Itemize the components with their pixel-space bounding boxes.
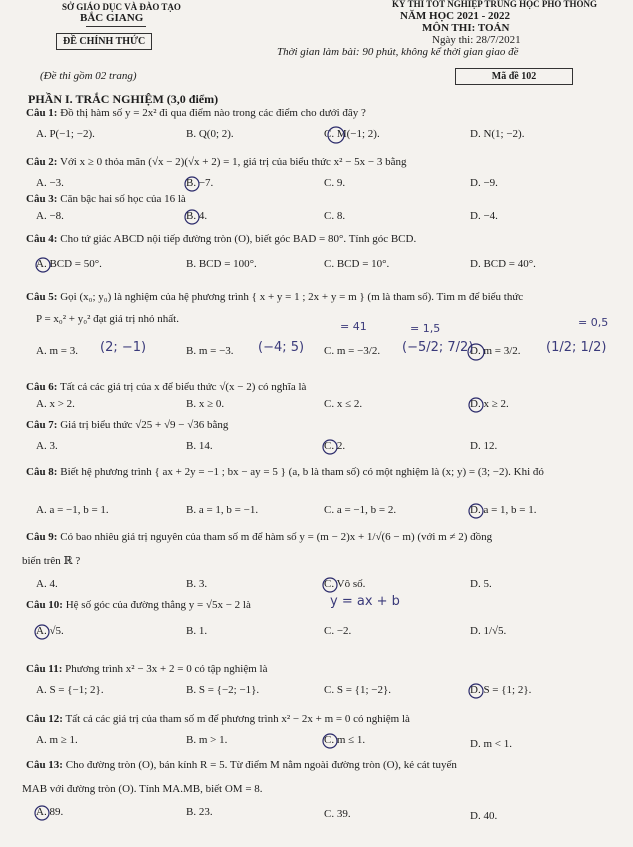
q13-option-d[interactable]: D. 40. [470, 810, 498, 822]
question-8: Câu 8: Biết hệ phương trình { ax + 2y = −1 ; bx − ay = 5 } (a, b là tham số) có một nghiệm là (x; y) = (3; −2). Khi đó [26, 466, 544, 478]
q3-option-b[interactable]: B. 4. [186, 210, 208, 222]
department-name: SỞ GIÁO DỤC VÀ ĐÀO TẠO [62, 2, 181, 12]
question-4: Câu 4: Cho tứ giác ABCD nội tiếp đường tròn (O), biết góc BAD = 80°. Tính góc BCD. [26, 233, 417, 245]
q11-option-c[interactable]: C. S = {1; −2}. [324, 684, 391, 696]
exam-duration: Thời gian làm bài: 90 phút, không kể thời gian giao đề [277, 46, 519, 58]
q13-option-c[interactable]: C. 39. [324, 808, 351, 820]
q9-option-c[interactable]: C. Vô số. [324, 578, 366, 590]
q12-option-d[interactable]: D. m < 1. [470, 738, 512, 750]
q7-option-c[interactable]: C. 2. [324, 440, 346, 452]
handwritten-note-q5-15: = 1,5 [410, 322, 441, 335]
q6-option-c[interactable]: C. x ≤ 2. [324, 398, 363, 410]
school-year: NĂM HỌC 2021 - 2022 [400, 10, 510, 22]
handwritten-note-q10: y = ax + b [330, 594, 400, 609]
exam-title: KỲ THI TỐT NGHIỆP TRUNG HỌC PHỔ THÔNG [392, 0, 597, 9]
q9-option-d[interactable]: D. 5. [470, 578, 492, 590]
q12-option-a[interactable]: A. m ≥ 1. [36, 734, 78, 746]
question-5: Câu 5: Gọi (x₀; y₀) là nghiệm của hệ phương trình { x + y = 1 ; 2x + y = m } (m là tham số). Tìm m để biểu thức [26, 291, 524, 303]
handwritten-note-q5-a: (2; −1) [100, 340, 147, 355]
handwritten-note-q5-c: (−5/2; 7/2) [402, 340, 474, 355]
q2-option-d[interactable]: D. −9. [470, 177, 498, 189]
q8-option-d[interactable]: D. a = 1, b = 1. [470, 504, 537, 516]
q11-option-b[interactable]: B. S = {−2; −1}. [186, 684, 260, 696]
question-5-continued: P = x₀² + y₀² đạt giá trị nhỏ nhất. [36, 313, 179, 325]
q10-option-c[interactable]: C. −2. [324, 625, 352, 637]
q1-option-c[interactable]: C. M(−1; 2). [324, 128, 380, 140]
q3-option-d[interactable]: D. −4. [470, 210, 498, 222]
q3-option-a[interactable]: A. −8. [36, 210, 64, 222]
q4-option-d[interactable]: D. BCD = 40°. [470, 258, 536, 270]
q3-option-c[interactable]: C. 8. [324, 210, 346, 222]
question-3: Câu 3: Căn bậc hai số học của 16 là [26, 193, 186, 205]
q8-option-a[interactable]: A. a = −1, b = 1. [36, 504, 109, 516]
q4-option-c[interactable]: C. BCD = 10°. [324, 258, 390, 270]
province-name: BẮC GIANG [80, 12, 144, 24]
q13-option-a[interactable]: A. 89. [36, 806, 64, 818]
q2-option-c[interactable]: C. 9. [324, 177, 346, 189]
question-7: Câu 7: Giá trị biểu thức √25 + √9 − √36 bằng [26, 419, 229, 431]
handwritten-note-q5-d: (1/2; 1/2) [546, 340, 607, 355]
q7-option-d[interactable]: D. 12. [470, 440, 498, 452]
q11-option-d[interactable]: D. S = {1; 2}. [470, 684, 532, 696]
q7-option-a[interactable]: A. 3. [36, 440, 58, 452]
q13-option-b[interactable]: B. 23. [186, 806, 213, 818]
q9-option-a[interactable]: A. 4. [36, 578, 58, 590]
q10-option-a[interactable]: A. √5. [36, 625, 64, 637]
q8-option-c[interactable]: C. a = −1, b = 2. [324, 504, 397, 516]
q1-option-a[interactable]: A. P(−1; −2). [36, 128, 95, 140]
question-13: Câu 13: Cho đường tròn (O), bán kính R = 5. Từ điểm M nằm ngoài đường tròn (O), kẻ cát tuyến [26, 759, 457, 771]
question-1: Câu 1: Đồ thị hàm số y = 2x² đi qua điểm nào trong các điểm cho dưới đây ? [26, 107, 366, 119]
q6-option-b[interactable]: B. x ≥ 0. [186, 398, 225, 410]
q10-option-d[interactable]: D. 1/√5. [470, 625, 507, 637]
q2-option-a[interactable]: A. −3. [36, 177, 64, 189]
q5-option-b[interactable]: B. m = −3. [186, 345, 234, 357]
exam-date: Ngày thi: 28/7/2021 [432, 34, 521, 46]
q1-option-b[interactable]: B. Q(0; 2). [186, 128, 234, 140]
section-title: PHẦN I. TRẮC NGHIỆM (3,0 điểm) [28, 92, 219, 106]
q9-option-b[interactable]: B. 3. [186, 578, 208, 590]
q2-option-b[interactable]: B. −7. [186, 177, 214, 189]
q1-option-d[interactable]: D. N(1; −2). [470, 128, 525, 140]
q5-option-d[interactable]: D. m = 3/2. [470, 345, 521, 357]
question-13-continued: MAB với đường tròn (O). Tính MA.MB, biết OM = 8. [22, 783, 263, 795]
q11-option-a[interactable]: A. S = {−1; 2}. [36, 684, 104, 696]
question-2: Câu 2: Với x ≥ 0 thỏa mãn (√x − 2)(√x + 2) = 1, giá trị của biểu thức x² − 5x − 3 bằng [26, 156, 407, 168]
question-9-continued: biến trên ℝ ? [22, 555, 81, 567]
q5-option-c[interactable]: C. m = −3/2. [324, 345, 381, 357]
q8-option-b[interactable]: B. a = 1, b = −1. [186, 504, 259, 516]
q4-option-b[interactable]: B. BCD = 100°. [186, 258, 257, 270]
q6-option-d[interactable]: D. x ≥ 2. [470, 398, 509, 410]
q5-option-a[interactable]: A. m = 3. [36, 345, 78, 357]
q4-option-a[interactable]: A. BCD = 50°. [36, 258, 102, 270]
q10-option-b[interactable]: B. 1. [186, 625, 208, 637]
header-rule-left [86, 26, 146, 27]
question-10: Câu 10: Hệ số góc của đường thẳng y = √5x − 2 là [26, 599, 251, 611]
q12-option-b[interactable]: B. m > 1. [186, 734, 228, 746]
q7-option-b[interactable]: B. 14. [186, 440, 213, 452]
question-12: Câu 12: Tất cả các giá trị của tham số m để phương trình x² − 2x + m = 0 có nghiệm là [26, 713, 410, 725]
question-6: Câu 6: Tất cả các giá trị của x để biểu thức √(x − 2) có nghĩa là [26, 381, 307, 393]
q12-option-c[interactable]: C. m ≤ 1. [324, 734, 366, 746]
exam-code-badge: Mã đề 102 [455, 68, 573, 85]
pages-note: (Đề thi gồm 02 trang) [40, 70, 137, 82]
q6-option-a[interactable]: A. x > 2. [36, 398, 75, 410]
handwritten-note-q5-41: = 41 [340, 320, 367, 333]
question-9: Câu 9: Có bao nhiêu giá trị nguyên của tham số m để hàm số y = (m − 2)x + 1/√(6 − m) (với m ≠ 2) đồng [26, 531, 493, 543]
handwritten-note-q5-b: (−4; 5) [258, 340, 305, 355]
official-badge: ĐỀ CHÍNH THỨC [56, 33, 152, 50]
question-11: Câu 11: Phương trình x² − 3x + 2 = 0 có tập nghiệm là [26, 663, 268, 675]
handwritten-note-q5-05: = 0,5 [578, 316, 609, 329]
subject: MÔN THI: TOÁN [422, 22, 510, 34]
